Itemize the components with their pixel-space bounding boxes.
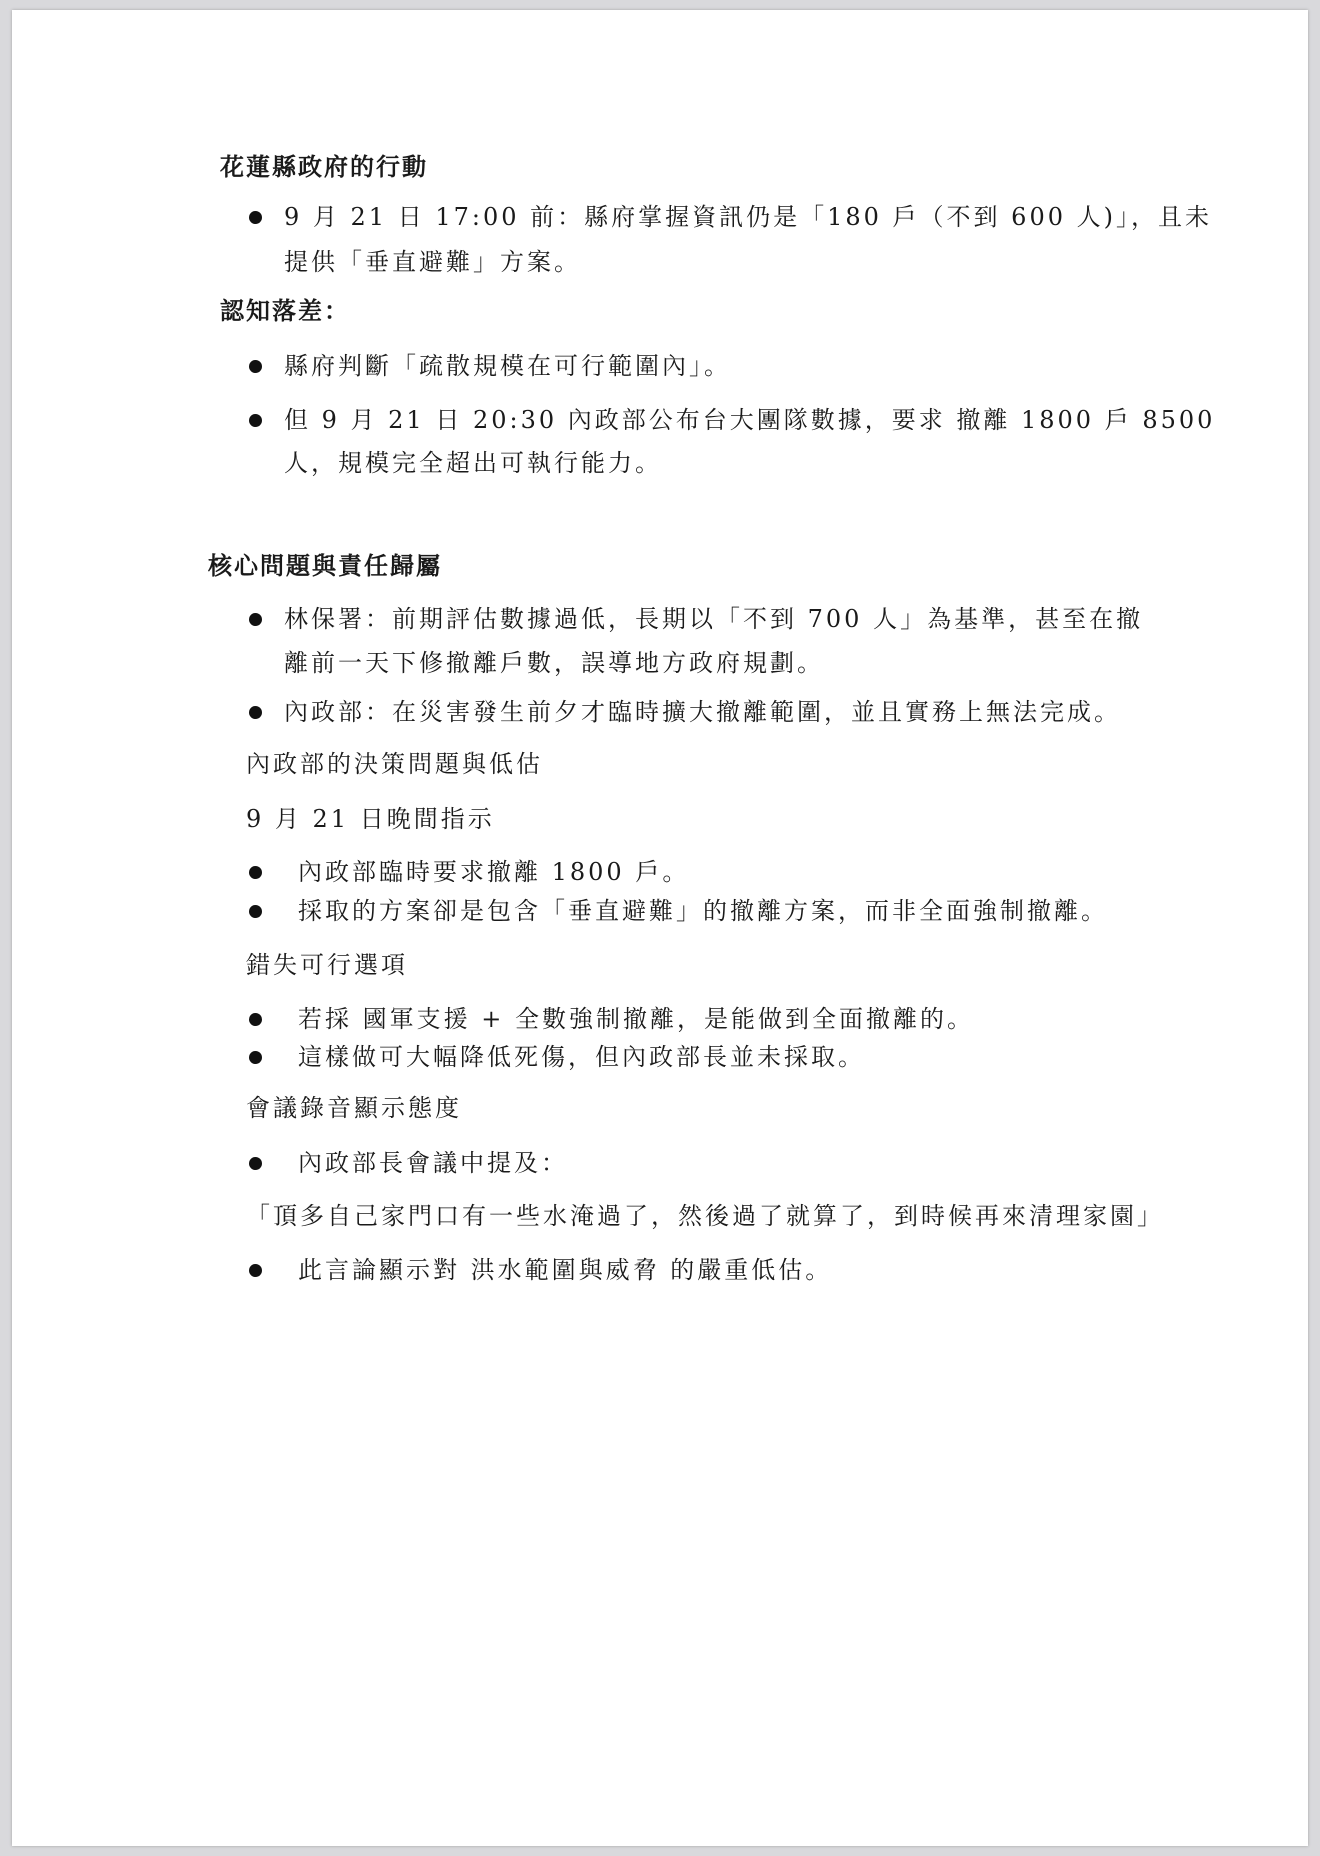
section-heading-hualien-action: 花蓮縣政府的行動 — [220, 152, 428, 181]
bullet-icon — [249, 1264, 262, 1277]
paragraph-line: 9 月 21 日 17:00 前：縣府掌握資訊仍是「180 戶（不到 600 人)」，且未 — [284, 203, 1212, 231]
paragraph-line: 人，規模完全超出可執行能力。 — [284, 449, 662, 477]
bullet-icon — [249, 1013, 262, 1026]
document-page — [12, 10, 1308, 1846]
subsection-title-meeting-recording: 會議錄音顯示態度 — [246, 1094, 462, 1122]
paragraph-line: 提供「垂直避難」方案。 — [284, 248, 581, 276]
section-heading-core-issues: 核心問題與責任歸屬 — [208, 551, 442, 580]
bullet-icon — [249, 211, 262, 224]
bullet-icon — [249, 1051, 262, 1064]
bullet-icon — [249, 866, 262, 879]
paragraph-line: 這樣做可大幅降低死傷，但內政部長並未採取。 — [298, 1043, 865, 1071]
paragraph-line: 內政部臨時要求撤離 1800 戶。 — [298, 858, 690, 886]
quote-line: 「頂多自己家門口有一些水淹過了，然後過了就算了，到時候再來清理家園」 — [246, 1202, 1164, 1230]
paragraph-line: 縣府判斷「疏散規模在可行範圍內」。 — [284, 352, 731, 380]
bullet-icon — [249, 905, 262, 918]
paragraph-line: 離前一天下修撤離戶數，誤導地方政府規劃。 — [284, 649, 824, 677]
paragraph-line: 內政部長會議中提及： — [298, 1149, 568, 1177]
bullet-icon — [249, 414, 262, 427]
bullet-icon — [249, 1157, 262, 1170]
subsection-title-moi-decision: 內政部的決策問題與低估 — [246, 750, 543, 778]
paragraph-line: 但 9 月 21 日 20:30 內政部公布台大團隊數據，要求 撤離 1800 戶 8500 — [284, 406, 1216, 434]
paragraph-line: 採取的方案卻是包含「垂直避難」的撤離方案，而非全面強制撤離。 — [298, 897, 1108, 925]
bullet-icon — [249, 706, 262, 719]
bullet-icon — [249, 360, 262, 373]
paragraph-line: 若採 國軍支援 + 全數強制撤離，是能做到全面撤離的。 — [298, 1005, 974, 1033]
paragraph-line: 林保署：前期評估數據過低，長期以「不到 700 人」為基準，甚至在撤 — [284, 605, 1144, 633]
paragraph-line: 此言論顯示對 洪水範圍與威脅 的嚴重低估。 — [298, 1256, 833, 1284]
bullet-icon — [249, 613, 262, 626]
section-heading-cognitive-gap: 認知落差： — [220, 296, 350, 325]
subsection-subtitle: 9 月 21 日晚間指示 — [246, 805, 495, 833]
subsection-title-missed-options: 錯失可行選項 — [246, 951, 408, 979]
paragraph-line: 內政部：在災害發生前夕才臨時擴大撤離範圍，並且實務上無法完成。 — [284, 698, 1121, 726]
